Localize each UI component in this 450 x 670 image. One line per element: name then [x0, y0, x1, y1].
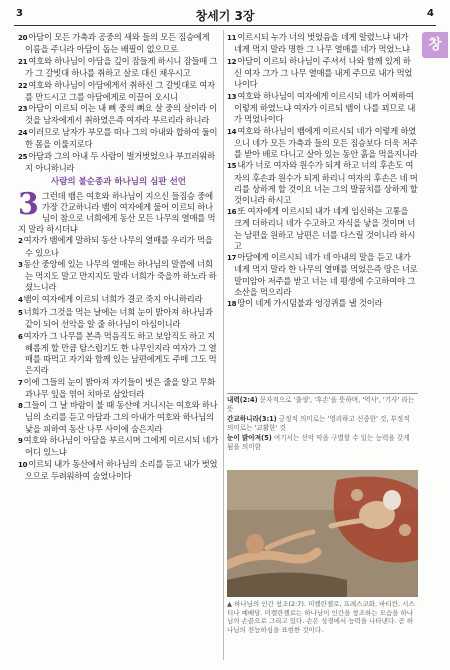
verse-text: 여호와 하나님이 아담을 부르시며 그에게 이르시되 네가 어디 있느냐 — [23, 435, 219, 458]
verse-text: 이러므로 남자가 부모를 떠나 그의 아내와 합하여 둘이 한 몸을 이룰지로다 — [25, 127, 218, 150]
ch2-verse — [18, 103, 219, 126]
left-column — [18, 32, 219, 662]
verse-text: 동산 중앙에 있는 나무의 열매는 하나님의 말씀에 너희는 먹지도 말고 만지지도 말라 너희가 죽을까 하노라 하셨느니라 — [23, 259, 217, 293]
footnote-text: 긍정적 의미로는 '영리하고 신중한' 것, 부정적 의미로는 '교활한' 것 — [227, 415, 410, 432]
verse-number: 25 — [18, 152, 28, 161]
footnote — [227, 415, 418, 433]
verse-text: 이르시되 누가 너의 벗었음을 네게 알렸느냐 내가 네게 먹지 말라 명한 그 나무 열매를 네가 먹었느냐 — [234, 32, 410, 55]
verse-text: 이에 그들의 눈이 밝아져 자기들이 벗은 줄을 알고 무화과나무 잎을 엮어 치마로 삼았더라 — [23, 376, 216, 399]
verse-number: 2 — [18, 237, 23, 246]
ch3-verse — [18, 307, 219, 330]
chapter3-opening — [18, 187, 219, 235]
ch2-verse — [18, 32, 219, 55]
chapter-number: 3 — [18, 187, 39, 223]
book-thumb-tab[interactable]: 창 — [422, 32, 448, 58]
ch3-verse — [227, 32, 418, 55]
ch3-verse — [18, 400, 219, 434]
verse-number: 12 — [227, 57, 237, 66]
creation-of-adam-painting — [227, 470, 418, 597]
page-number-left: 3 — [16, 8, 23, 19]
verse-text: 그들이 그 날 바람이 불 때 동산에 거니시는 여호와 하나님의 소리를 듣고 아담과 그의 아내가 여호와 하나님의 낯을 피하여 동산 나무 사이에 숨은지라 — [23, 400, 218, 434]
verse-text: 여자가 그 나무를 본즉 먹음직도 하고 보암직도 하고 지혜롭게 할 만큼 탐스럽기도 한 나무인지라 여자가 그 열매를 따먹고 자기와 함께 있는 남편에게도 주매 그도 먹은지라 — [23, 330, 217, 375]
footnote-text: 문자적으로 '출생', '후손'을 뜻하며, '역사', '기사' 라는 뜻 — [227, 396, 415, 413]
ch2-verse — [18, 127, 219, 150]
verse-number: 15 — [227, 162, 237, 171]
verse-number: 14 — [227, 127, 237, 136]
verse-text: 너희가 그것을 먹는 날에는 너희 눈이 밝아져 하나님과 같이 되어 선악을 알 줄 하나님이 아심이니라 — [23, 306, 213, 329]
verse-number: 5 — [18, 308, 23, 317]
verse-text: 뱀이 여자에게 이르되 너희가 결코 죽지 아니하리라 — [23, 294, 203, 305]
verse-number: 9 — [18, 437, 23, 446]
painting-illustration — [227, 470, 418, 597]
ch3-verse — [18, 259, 219, 293]
ch3-verse — [227, 298, 418, 310]
verse-text: 여호와 하나님이 아담에게서 취하신 그 갈빗대로 여자를 만드시고 그를 아담에게로 이끌어 오시니 — [25, 79, 215, 102]
verse-number: 23 — [18, 105, 28, 114]
painting-caption: ▲ 하나님의 인간 창조(2:7). 미켈란젤로, 프레스코화, 바티칸, 시스티나 예배당. 미켈란젤로는 하나님이 인간을 창조하는 모습을 하나님의 손끝으로 그리고 있다. 손은 성경에서 능력을 나타낸다. 곧 하나님의 전능하심을 표현한 것이다. — [227, 600, 415, 634]
verse-text: 또 여자에게 이르시되 내가 네게 임신하는 고통을 크게 더하리니 네가 수고하고 자식을 낳을 것이며 너는 남편을 원하고 남편은 너를 다스릴 것이니라 하시고 — [234, 206, 416, 251]
page-header — [14, 4, 436, 26]
verse-number: 10 — [18, 461, 28, 469]
verse-text: 내가 너로 여자와 원수가 되게 하고 너의 후손도 여자의 후손과 원수가 되게 하리니 여자의 후손은 네 머리를 상하게 할 것이요 너는 그의 발꿈치를 상하게 할 것이니라 하시고 — [234, 160, 418, 205]
verse-text: 이르되 내가 동산에서 하나님의 소리를 듣고 내가 벗었으므로 두려워하여 숨었나이다 — [25, 459, 218, 482]
verse-number: 16 — [227, 208, 237, 217]
footnote-term: 간교하니라(3:1) — [227, 415, 277, 423]
verse-number: 18 — [227, 300, 237, 309]
chapter-title: 창세기 3장 — [195, 9, 255, 23]
verse-text: 아담이 모든 가축과 공중의 새와 들의 모든 짐승에게 이름을 주니라 아담이 돕는 배필이 없으므로 — [25, 32, 210, 55]
footnote — [227, 434, 418, 452]
ch2-verse — [18, 151, 219, 174]
footnote-text: 여기서는 선악 악을 구별할 수 있는 능력을 갖게 됨을 의미함 — [227, 434, 410, 451]
verse-text: 땅이 네게 가시덤불과 엉겅퀴를 낼 것이라 — [237, 298, 383, 309]
ch3-verse — [18, 377, 219, 400]
verse-number: 8 — [18, 402, 23, 411]
ch3-verse — [18, 294, 219, 306]
page-number-right: 4 — [427, 8, 434, 19]
chapter3-verses-left — [18, 235, 219, 482]
verse-number: 11 — [227, 34, 237, 42]
verse-text: 여자가 뱀에게 말하되 동산 나무의 열매를 우리가 먹을 수 있으나 — [23, 235, 213, 258]
verse-number: 13 — [227, 92, 237, 101]
verse-number: 21 — [18, 57, 28, 66]
ch2-verse — [18, 80, 219, 103]
ch3-verse — [227, 126, 418, 160]
ch3-verse — [227, 91, 418, 125]
ch3-verse — [227, 252, 418, 297]
ch3-verse — [18, 331, 219, 376]
ch3-verse — [18, 459, 219, 482]
ch3-verse — [18, 235, 219, 258]
verse-text: 여호와 하나님이 뱀에게 이르시되 네가 이렇게 하였으니 네가 모든 가축과 들의 모든 짐승보다 더욱 저주를 받아 배로 다니고 살아 있는 동안 흙을 먹을지니라 — [234, 125, 418, 159]
verse-number: 6 — [18, 332, 23, 341]
verse-text: 아담이 이르되 하나님이 주셔서 나와 함께 있게 하신 여자 그가 그 나무 열매를 내게 주므로 내가 먹었나이다 — [234, 55, 413, 89]
chapter2-verses — [18, 32, 219, 174]
notes-divider — [227, 393, 418, 394]
footnote-term: 내력(2:4) — [227, 396, 258, 404]
verse-number: 17 — [227, 254, 237, 263]
footnote — [227, 396, 418, 414]
verse-number: 7 — [18, 378, 23, 387]
verse-text: 아담과 그의 아내 두 사람이 벌거벗었으나 부끄러워하지 아니하니라 — [25, 150, 215, 173]
section-heading: 사람의 불순종과 하나님의 심판 선언 — [50, 177, 186, 188]
footnotes — [227, 393, 418, 453]
column-divider — [223, 30, 224, 660]
verse-number: 24 — [18, 129, 28, 138]
verse-number: 4 — [18, 296, 23, 305]
chapter3-verses-right — [227, 32, 418, 310]
verse-text: 여호와 하나님이 아담을 깊이 잠들게 하시니 잠들매 그가 그 갈빗대 하나를 취하고 살로 대신 채우시고 — [25, 55, 218, 78]
ch3-verse — [227, 160, 418, 205]
verse-number: 20 — [18, 34, 28, 42]
verse-text: 아담이 이르되 이는 내 뼈 중의 뼈요 살 중의 살이라 이것을 남자에게서 취하였은즉 여자라 부르리라 하니라 — [25, 103, 217, 126]
verse-number: 22 — [18, 81, 28, 90]
verse-number: 3 — [18, 261, 23, 270]
verse-text: 아담에게 이르시되 네가 네 아내의 말을 듣고 내가 네게 먹지 말라 한 나무의 열매를 먹었은즉 땅은 너로 말미암아 저주를 받고 너는 네 평생에 수고하여야 그 소산을 먹으리라 — [234, 252, 418, 297]
notes-list — [227, 396, 418, 452]
ch3-verse — [227, 56, 418, 90]
header-divider — [14, 25, 436, 26]
ch2-verse — [18, 56, 219, 79]
ch3-verse — [227, 206, 418, 251]
footnote-term: 눈이 밝아져(5) — [227, 434, 272, 442]
verse-text: 여호와 하나님이 여자에게 이르시되 네가 어찌하여 이렇게 하였느냐 여자가 이르되 뱀이 나를 꾀므로 내가 먹었나이다 — [234, 90, 416, 124]
verse-1-text: 그런데 뱀은 여호와 하나님이 지으신 들짐승 중에 가장 간교하니라 뱀이 여자에게 물어 이르되 하나님이 참으로 너희에게 동산 모든 나무의 열매를 먹지 말라 하시더냐 — [18, 191, 216, 235]
ch3-verse — [18, 435, 219, 458]
